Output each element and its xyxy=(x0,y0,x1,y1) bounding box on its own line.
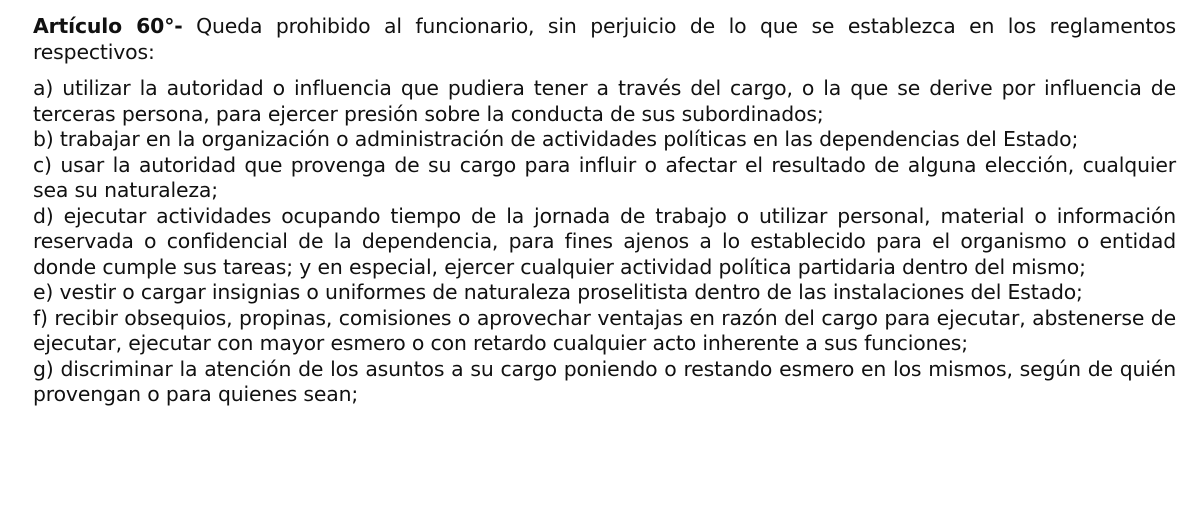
list-item-b: b) trabajar en la organización o administración de actividades políticas en las dependencias del Estado; xyxy=(33,127,1079,151)
list-item-f: f) recibir obsequios, propinas, comisiones o aprovechar ventajas en razón del cargo para ejecutar, abstenerse de ejecutar, ejecutar con mayor esmero o con retardo cualquier acto inherente a sus funciones; xyxy=(33,305,1176,355)
article-intro-paragraph xyxy=(33,14,1176,65)
list-item-g: g) discriminar la atención de los asuntos a su cargo poniendo o restando esmero en los mismos, según de quién provengan o para quienes sean; xyxy=(33,356,1176,406)
list-item-c: c) usar la autoridad que provenga de su cargo para influir o afectar el resultado de alguna elección, cualquier sea su naturaleza; xyxy=(33,152,1176,202)
article-intro-text: Queda prohibido al funcionario, sin perjuicio de lo que se establezca en los reglamentos respectivos: xyxy=(33,14,1177,64)
list-item-e: e) vestir o cargar insignias o uniformes de naturaleza proselitista dentro de las instalaciones del Estado; xyxy=(33,280,1083,304)
list-item-d: d) ejecutar actividades ocupando tiempo de la jornada de trabajo o utilizar personal, material o información reservada o confidencial de la dependencia, para fines ajenos a lo establecido para el organismo o entidad donde cumple sus tareas; y en especial, ejercer cualquier actividad política partidaria dentro del mismo; xyxy=(33,203,1176,279)
article-title: Artículo 60°- xyxy=(33,14,183,38)
list-item-a: a) utilizar la autoridad o influencia que pudiera tener a través del cargo, o la que se derive por influencia de terceras persona, para ejercer presión sobre la conducta de sus subordinados; xyxy=(33,76,1176,126)
